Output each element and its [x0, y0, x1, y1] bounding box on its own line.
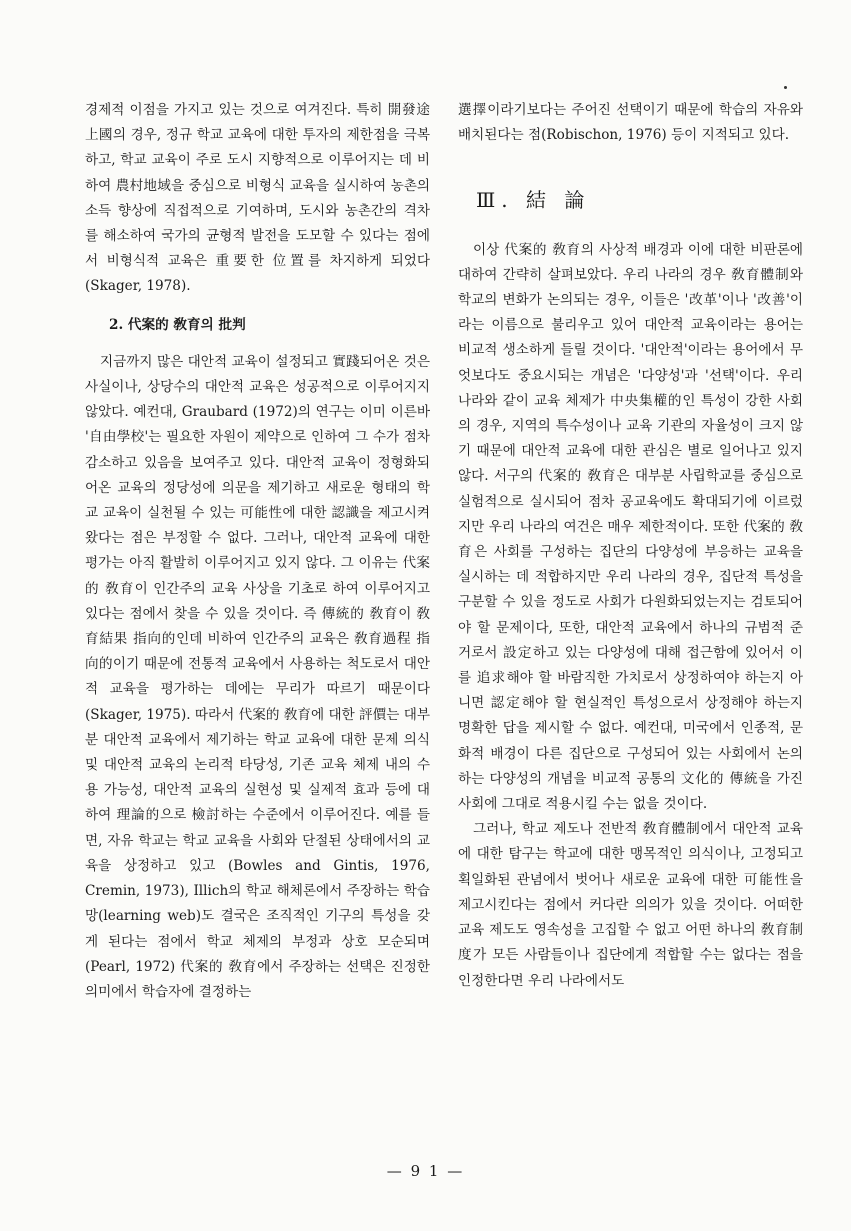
left-column [85, 98, 430, 1005]
section-heading-conclusion: Ⅲ. 結 論 [476, 188, 591, 213]
page-number: — 9 1 — [386, 1162, 465, 1180]
left-paragraph-1: 경제적 이점을 가지고 있는 것으로 여겨진다. 특히 開發途上國의 경우, 정규 학교 교육에 대한 투자의 제한점을 극복하고, 학교 교육이 주로 도시 지향적으로 이루어지는 데 비하여 農村地域을 중심으로 비형식 교육을 실시하여 농촌의 소득 향상에 직접적으로 기여하며, 도시와 농촌간의 격차를 해소하여 국가의 균형적 발전을 도모할 수 있다는 점에서 비형식적 교육은 重要한 位置를 차지하게 되었다(Skager, 1978). [85, 102, 430, 295]
right-column [458, 98, 803, 994]
subsection-heading: 2. 代案的 敎育의 批判 [109, 316, 246, 333]
right-paragraph-1: 選擇이라기보다는 주어진 선택이기 때문에 학습의 자유와 배치된다는 점(Robischon, 1976) 등이 지적되고 있다. [458, 102, 803, 144]
speck-mark [784, 86, 787, 89]
left-paragraph-2: 지금까지 많은 대안적 교육이 설정되고 實踐되어온 것은 사실이나, 상당수의 대안적 교육은 성공적으로 이루어지지 않았다. 예컨대, Graubard (1972)의 연구는 이미 이른바 '自由學校'는 필요한 자원이 제약으로 인하여 그 수가 점차 감소하고 있음을 보여주고 있다. 대안적 교육이 정형화되어온 교육의 정당성에 의문을 제기하고 새로운 형태의 학교 교육이 실천될 수 있는 可能性에 대한 認識을 제고시켜 왔다는 점은 부정할 수 없다. 그러나, 대안적 교육에 대한 평가는 아직 활발히 이루어지고 있지 않다. 그 이유는 代案的 敎育이 인간주의 교육 사상을 기초로 하여 이루어지고 있다는 점에서 찾을 수 있을 것이다. 즉 傳統的 敎育이 敎育結果 指向的인데 비하여 인간주의 교육은 敎育過程 指向的이기 때문에 전통적 교육에서 사용하는 척도로서 대안적 교육을 평가하는 데에는 무리가 따르기 때문이다(Skager, 1975). 따라서 代案的 敎育에 대한 評價는 대부분 대안적 교육에서 제기하는 학교 교육에 대한 문제 의식 및 대안적 교육의 논리적 타당성, 기존 교육 체제 내의 수용 가능성, 대안적 교육의 실현성 및 실제적 효과 등에 대하여 理論的으로 檢討하는 수준에서 이루어진다. 예를 들면, 자유 학교는 학교 교육을 사회와 단절된 상태에서의 교육을 상정하고 있고 (Bowles and Gintis, 1976, Cremin, 1973), Illich의 학교 해체론에서 주장하는 학습망(learning web)도 결국은 조직적인 기구의 특성을 갖게 된다는 점에서 학교 체제의 부정과 상호 모순되며(Pearl, 1972) 代案的 敎育에서 주장하는 선택은 진정한 의미에서 학습자에 결정하는 [85, 353, 430, 1000]
right-paragraph-2: 이상 代案的 敎育의 사상적 배경과 이에 대한 비판론에 대하여 간략히 살펴보았다. 우리 나라의 경우 敎育體制와 학교의 변화가 논의되는 경우, 이들은 '改革'이나 '改善'이라는 이름으로 불리우고 있어 대안적 교육이라는 용어는 비교적 생소하게 들릴 것이다. '대안적'이라는 용어에서 무엇보다도 중요시되는 개념은 '다양성'과 '선택'이다. 우리 나라와 같이 교육 체제가 中央集權的인 특성이 강한 사회의 경우, 지역의 특수성이나 교육 기관의 자율성이 크지 않기 때문에 대안적 교육에 대한 관심은 별로 일어나고 있지 않다. 서구의 代案的 敎育은 대부분 사립학교를 중심으로 실험적으로 실시되어 점차 공교육에도 확대되기에 이르렀지만 우리 나라의 여건은 매우 제한적이다. 또한 代案的 敎育은 사회를 구성하는 집단의 다양성에 부응하는 교육을 실시하는 데 적합하지만 우리 나라의 경우, 집단적 특성을 구분할 수 있을 정도로 사회가 다원화되었는지는 검토되어야 할 문제이다, 또한, 대안적 교육에서 하나의 규범적 준거로서 設定하고 있는 다양성에 대해 접근함에 있어서 이를 追求해야 할 바람직한 가치로서 상정하여야 하는지 아니면 認定해야 할 현실적인 특성으로서 상정해야 하는지 명확한 답을 제시할 수 없다. 예컨대, 미국에서 인종적, 문화적 배경이 다른 집단으로 구성되어 있는 사회에서 논의하는 다양성의 개념을 비교적 공통의 文化的 傳統을 가진 사회에 그대로 적용시킬 수는 없을 것이다. [458, 241, 803, 813]
right-paragraph-3: 그러나, 학교 제도나 전반적 敎育體制에서 대안적 교육에 대한 탐구는 학교에 대한 맹목적인 의식이나, 고정되고 획일화된 관념에서 벗어나 새로운 교육에 대한 可能性을 제고시킨다는 점에서 커다란 의의가 있을 것이다. 어떠한 교육 제도도 영속성을 고집할 수 없고 어떤 하나의 敎育制度가 모든 사람들이나 집단에게 적합할 수는 없다는 점을 인정한다면 우리 나라에서도 [458, 821, 803, 989]
